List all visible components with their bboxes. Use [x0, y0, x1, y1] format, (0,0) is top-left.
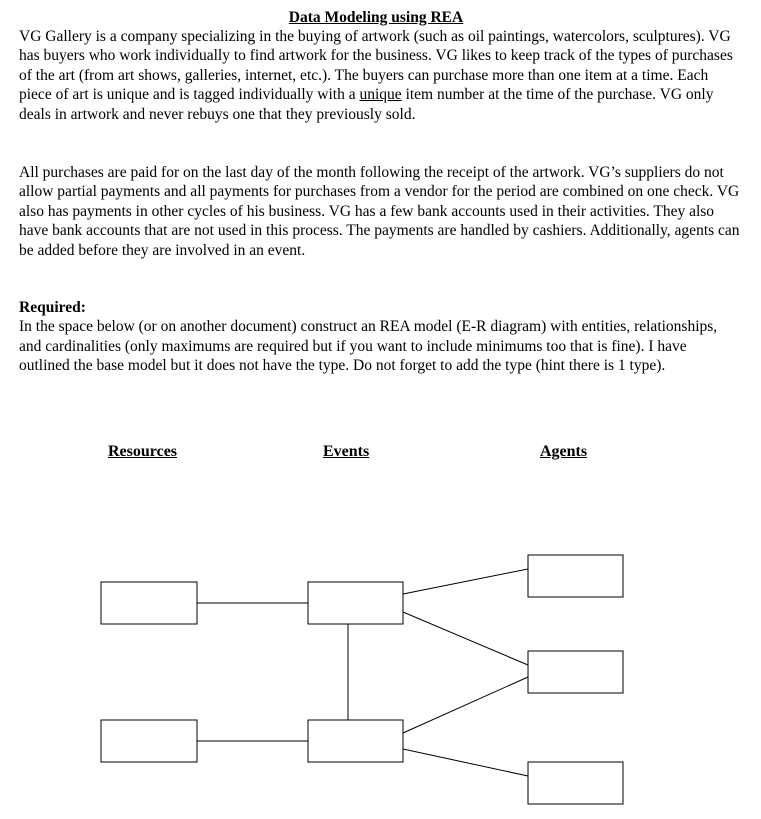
line-event2-agent2: [403, 677, 528, 733]
line-event1-agent1: [403, 569, 528, 594]
agents-heading: Agents: [540, 443, 588, 460]
events-heading: Events: [323, 443, 370, 460]
underlined-word-unique: unique: [359, 86, 402, 104]
required-heading: Required:: [19, 299, 86, 316]
event-box-1: [308, 582, 403, 624]
resource-box-2: [101, 720, 197, 762]
required-text: In the space below (or on another document) construct an REA model (E-R diagram) with entities, relationships, and cardinalities (only maximums are required but if you want to include minimums too that is fine). I have outlined the base model but it does not have the type. Do not forget to add the type (hint there is 1 type).: [19, 318, 718, 375]
paragraph-1-text-b: item number at the time of the purchase. VG only deals in artwork and never rebuys one that they previously sold.: [19, 86, 714, 123]
resource-box-1: [101, 582, 197, 624]
resources-heading: Resources: [108, 443, 178, 460]
scenario-paragraph-2: All purchases are paid for on the last day of the month following the receipt of the artwork. VG’s suppliers do not allow partial payments and all payments for purchases from a vendor for the period are combined on one check. VG also has payments in other cycles of his business. VG has a few bank accounts used in their activities. They also have bank accounts that are not used in this process. The payments are handled by cashiers. Additionally, agents can be added before they are involved in an event.: [19, 164, 740, 259]
line-event2-agent3: [403, 749, 528, 776]
agent-box-3: [528, 762, 623, 804]
event-box-2: [308, 720, 403, 762]
agent-box-2: [528, 651, 623, 693]
paragraph-1-text-a: VG Gallery is a company specializing in the buying of artwork (such as oil paintings, watercolors, sculptures). VG has buyers who work individually to find artwork for the business. VG likes to keep track of the types of purchases of the art (from art shows, galleries, internet, etc.). The buyers can purchase more than one item at a time. Each piece of art is unique and is tagged individually with a: [19, 28, 733, 104]
line-event1-agent2: [403, 612, 528, 665]
page-title: Data Modeling using REA: [288, 9, 464, 26]
agent-box-1: [528, 555, 623, 597]
